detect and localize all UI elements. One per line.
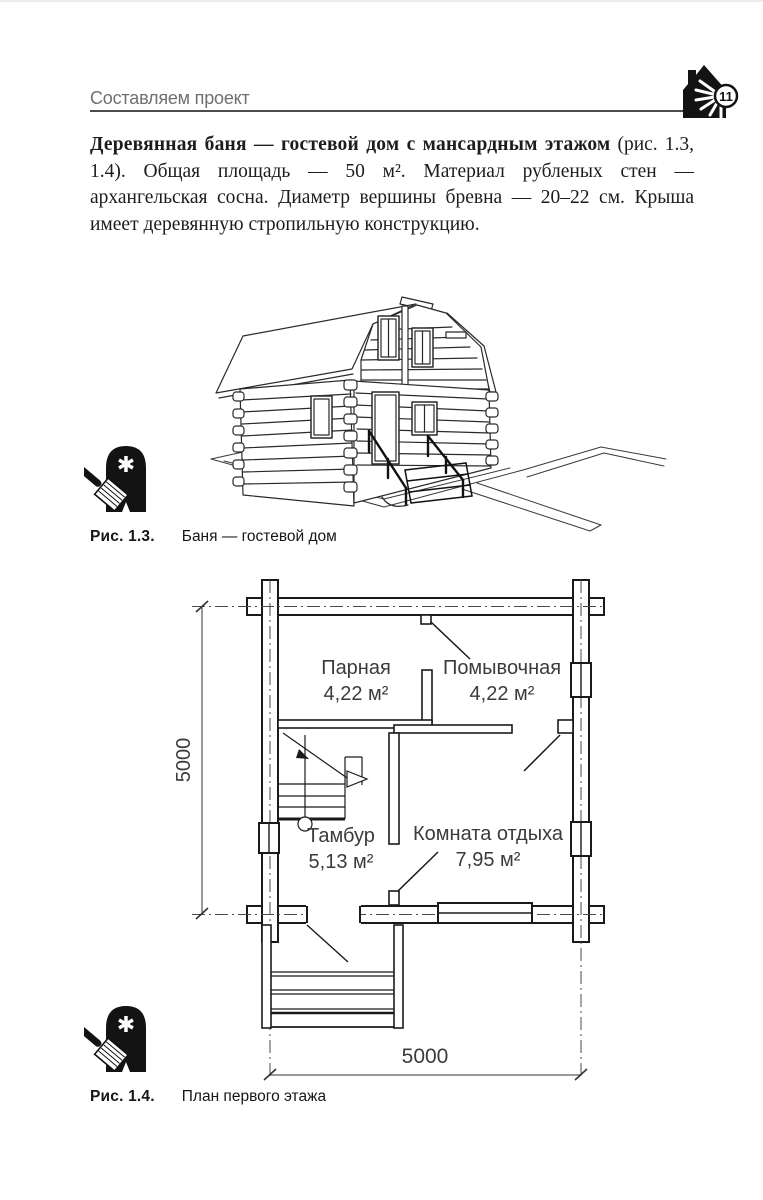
stairs: [278, 733, 367, 831]
dim-width-label: 5000: [401, 1045, 449, 1068]
figure-caption-1-3: [90, 528, 337, 546]
dim-height-label: 5000: [173, 737, 195, 783]
room-area: 7,95 м²: [455, 849, 521, 871]
header-rule: [90, 110, 691, 112]
room-area: 4,22 м²: [469, 683, 535, 705]
gable-post: [402, 306, 408, 389]
scan-edge-line: [0, 0, 763, 2]
house-illustration: [170, 290, 680, 535]
brush-margin-icon: [84, 996, 160, 1074]
caption-label: Рис. 1.3.: [90, 528, 155, 545]
figure-caption-1-4: [90, 1088, 326, 1106]
outer-walls: [247, 580, 604, 942]
star-glyph: ✱: [116, 1012, 136, 1037]
room-name: Тамбур: [307, 825, 375, 847]
intro-paragraph: [90, 132, 694, 238]
caption-text: План первого этажа: [181, 1088, 327, 1105]
entrance-door-plan: [306, 904, 361, 963]
intro-body: (рис. 1.3, 1.4). Общая площадь — 50 м². Материал рубленых стен — архангельская сосна. Диаметр вершины бревна — 20–22 см. Крыша имеет деревянную стропильную конструкцию.: [90, 134, 694, 235]
caption-label: Рис. 1.4.: [90, 1088, 155, 1105]
running-head: Составляем проект: [90, 88, 250, 108]
room-name: Комната отдыха: [413, 823, 563, 845]
room-area: 4,22 м²: [323, 683, 389, 705]
star-glyph: ✱: [116, 452, 136, 477]
room-name: Парная: [321, 657, 391, 679]
page-number: 11: [719, 89, 733, 104]
intro-lead: Деревянная баня — гостевой дом с мансардным этажом: [90, 134, 611, 155]
house-page-icon: [676, 56, 744, 124]
log-wall-left: [240, 380, 354, 506]
brush-margin-icon: [84, 436, 160, 514]
porch-plan: [262, 925, 403, 1028]
floor-plan: [170, 570, 650, 1085]
gable-beam: [446, 332, 466, 338]
room-area: 5,13 м²: [308, 851, 374, 873]
gable-face: [361, 305, 489, 389]
caption-text: Баня — гостевой дом: [181, 528, 337, 545]
room-name: Помывочная: [442, 657, 562, 679]
